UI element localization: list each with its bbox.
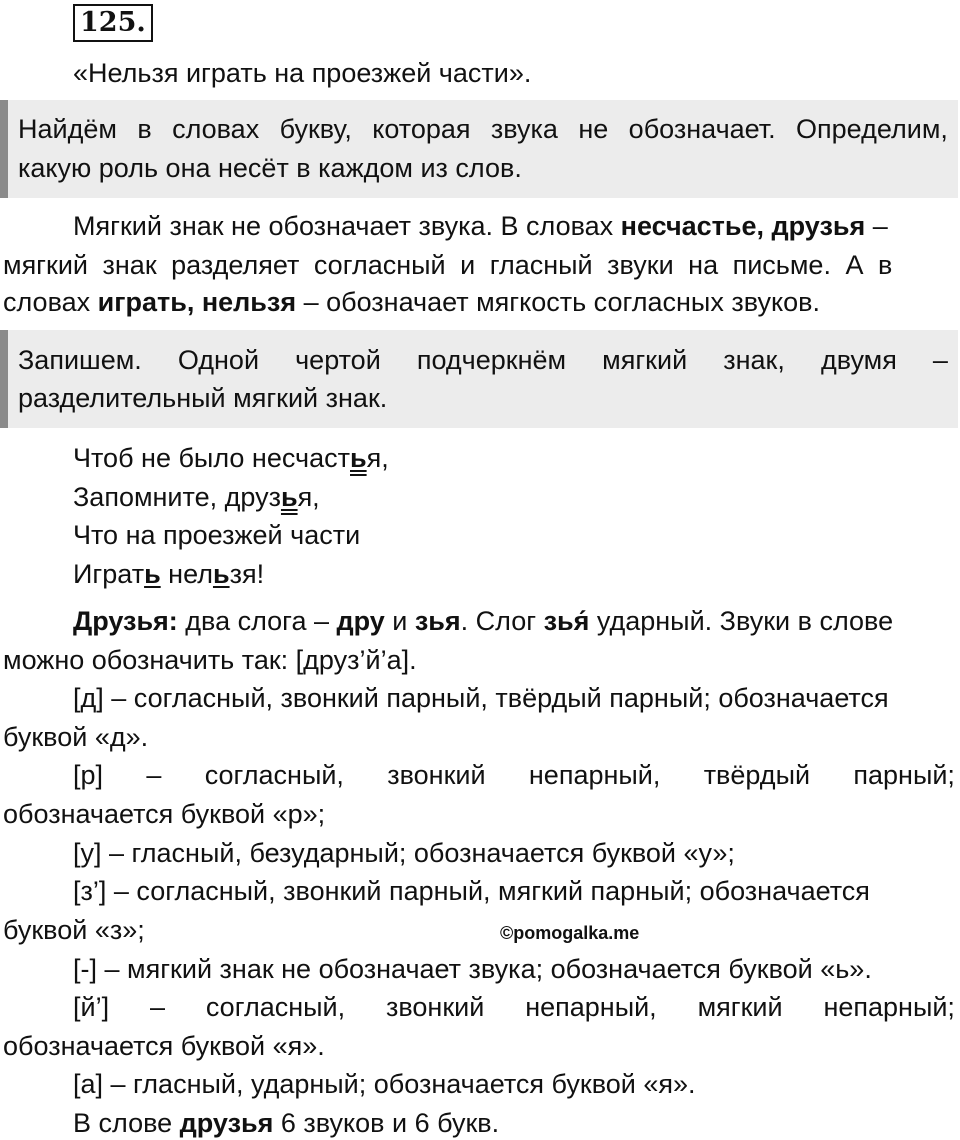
- sound-r-word: твёрдый: [703, 760, 811, 790]
- note-1-word: в: [137, 114, 152, 144]
- note-1-word: Определим,: [796, 114, 948, 144]
- note-1-word: звука: [490, 114, 558, 144]
- note-2-word: чертой: [295, 345, 381, 375]
- text: два слога –: [177, 606, 337, 636]
- sound-r-word: –: [146, 760, 162, 790]
- note-1-word: не: [578, 114, 609, 144]
- p1-dash: –: [865, 211, 888, 241]
- p1-text: Мягкий знак не обозначает звука. В словах: [73, 211, 621, 241]
- note-1-word: словах: [172, 114, 260, 144]
- note-2-word: знак,: [723, 345, 785, 375]
- poem-text: Запомните, друз: [73, 482, 281, 512]
- sound-d-line-1: [д] – согласный, звонкий парный, твёрдый парный; обозначается: [73, 683, 889, 713]
- sound-r-line-1: [73, 758, 955, 792]
- sound-z-line-2: буквой «з»;: [3, 915, 145, 945]
- sound-z-line-1: [з’] – согласный, звонкий парный, мягкий парный; обозначается: [73, 876, 870, 906]
- note-2-word: двумя: [820, 345, 897, 375]
- analysis-line-1: [73, 604, 893, 638]
- p1-bold-words: несчастье, друзья: [620, 211, 866, 241]
- note-1-line-2: какую роль она несёт в каждом из слов.: [18, 153, 522, 183]
- sound-j-line-1: [73, 990, 955, 1024]
- heading: «Нельзя играть на проезжей части».: [73, 58, 532, 88]
- text: В слове: [73, 1108, 180, 1138]
- sound-a-line: [а] – гласный, ударный; обозначается буквой «я».: [73, 1069, 696, 1099]
- sound-j-word: –: [149, 992, 165, 1022]
- poem-text: нел: [160, 559, 213, 589]
- sound-j-line-2: обозначается буквой «я».: [3, 1031, 325, 1061]
- sound-u-line: [у] – гласный, безударный; обозначается буквой «у»;: [73, 838, 735, 868]
- note-1-word: Найдём: [18, 114, 117, 144]
- sound-j-word: [й’]: [73, 992, 110, 1022]
- note-2-line-1: [18, 343, 948, 377]
- soft-sign: ь: [212, 559, 230, 589]
- p1-text: – обозначает мягкость согласных звуков.: [296, 287, 820, 317]
- poem-text: я,: [366, 443, 389, 473]
- separating-soft-sign: ь: [280, 482, 298, 512]
- sound-r-line-2: обозначается буквой «р»;: [3, 799, 326, 829]
- syllable: дру: [336, 606, 385, 636]
- text: 6 звуков и 6 букв.: [273, 1108, 500, 1138]
- p1-line-1: [73, 209, 888, 243]
- soft-sign: ь: [144, 559, 161, 589]
- note-1-word: обозначает.: [628, 114, 776, 144]
- sound-j-word: непарный;: [823, 992, 955, 1022]
- p1-line-3: [3, 285, 820, 319]
- poem-line-3: Что на проезжей части: [73, 520, 361, 550]
- poem-line-1: [73, 441, 389, 475]
- sound-r-word: непарный,: [528, 760, 661, 790]
- poem-line-4: [73, 557, 264, 591]
- sound-r-word: звонкий: [387, 760, 486, 790]
- syllable: зья: [414, 606, 461, 636]
- note-1-line-1: [18, 112, 948, 146]
- note-2-word: мягкий: [602, 345, 688, 375]
- text: . Слог: [460, 606, 544, 636]
- poem-text: я,: [297, 482, 320, 512]
- sound-j-word: звонкий: [386, 992, 485, 1022]
- summary-line: [73, 1106, 499, 1140]
- word-label: Друзья:: [73, 606, 178, 636]
- note-2-word: –: [932, 345, 948, 375]
- text: ударный. Звуки в слове: [589, 606, 894, 636]
- soft-sign-line: [-] – мягкий знак не обозначает звука; обозначается буквой «ь».: [73, 954, 872, 984]
- word-bold: друзья: [179, 1108, 274, 1138]
- p1-bold-words: играть, нельзя: [97, 287, 297, 317]
- p1-line-2: мягкий знак разделяет согласный и гласный звуки на письме. А в: [3, 250, 893, 280]
- sound-j-word: непарный,: [525, 992, 657, 1022]
- separating-soft-sign: ь: [350, 443, 367, 473]
- note-2-word: Одной: [177, 345, 260, 375]
- note-2-line-2: разделительный мягкий знак.: [18, 383, 388, 413]
- poem-text: Чтоб не было несчаст: [73, 443, 350, 473]
- poem-line-2: [73, 480, 320, 514]
- watermark: ©pomogalka.me: [500, 923, 640, 943]
- note-2-word: подчеркнём: [416, 345, 567, 375]
- poem-text: зя!: [229, 559, 265, 589]
- poem-text: Играт: [73, 559, 145, 589]
- note-1-word: букву,: [279, 114, 352, 144]
- p1-text: словах: [3, 287, 98, 317]
- sound-r-word: [р]: [73, 760, 104, 790]
- analysis-line-2: можно обозначить так: [друз’й’а].: [3, 645, 417, 675]
- sound-d-line-2: буквой «д».: [3, 722, 149, 752]
- stressed-syllable: зья́: [543, 606, 590, 636]
- sound-j-word: мягкий: [697, 992, 783, 1022]
- sound-j-word: согласный,: [205, 992, 346, 1022]
- sound-r-word: парный;: [853, 760, 955, 790]
- sound-r-word: согласный,: [204, 760, 344, 790]
- note-2-word: Запишем.: [18, 345, 142, 375]
- text: и: [384, 606, 415, 636]
- task-number: 125.: [73, 4, 153, 42]
- note-1-word: которая: [372, 114, 471, 144]
